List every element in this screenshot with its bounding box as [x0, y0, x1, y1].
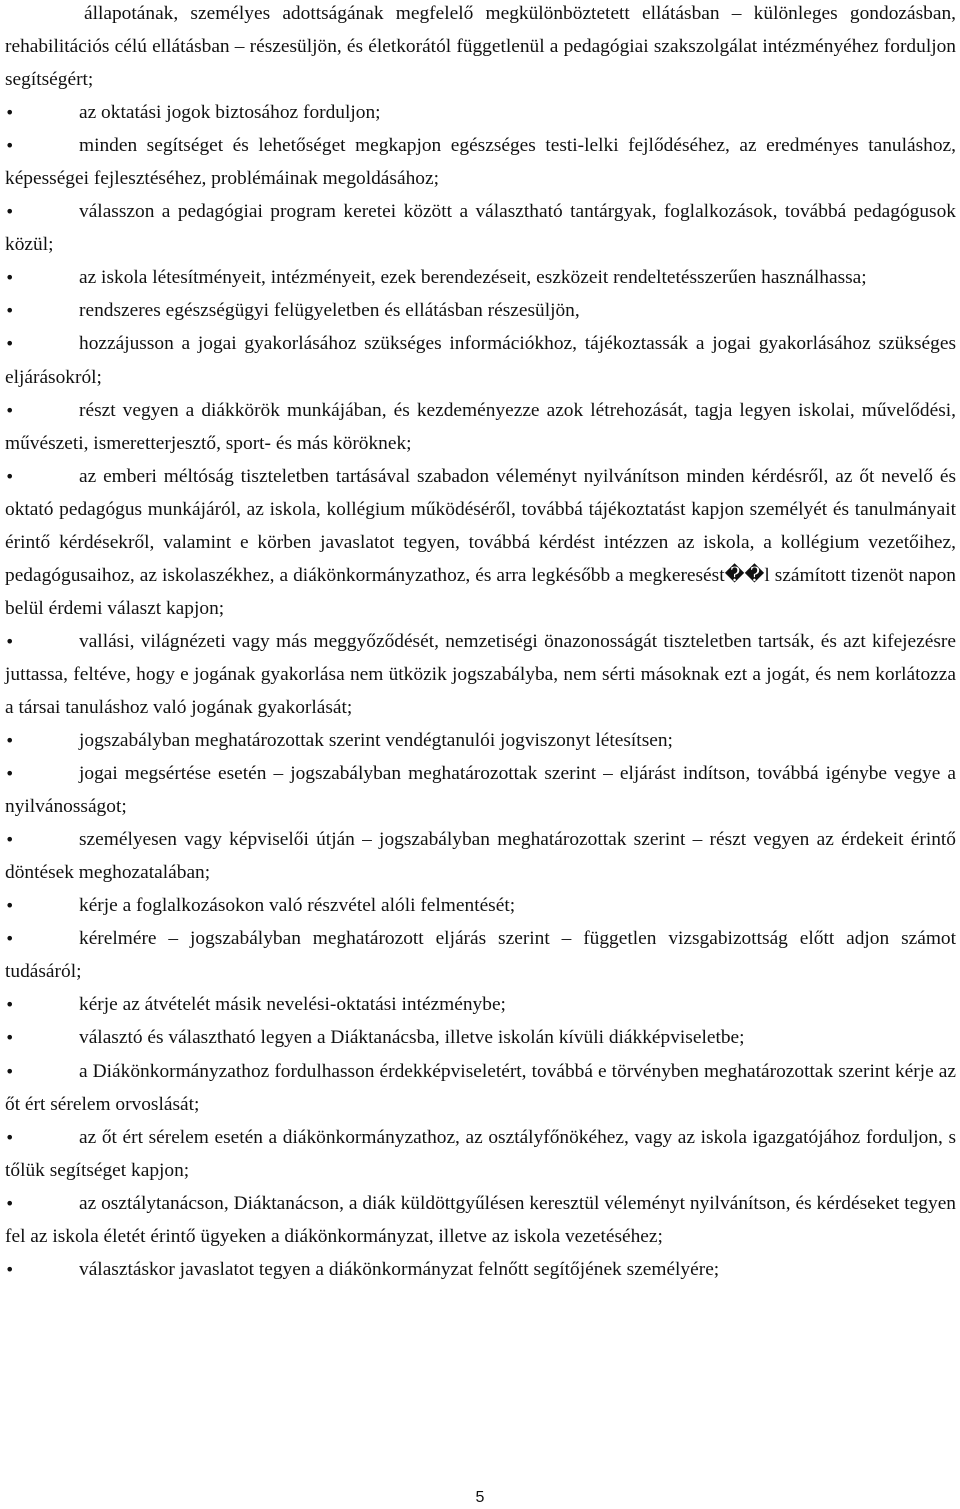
list-item: [5, 922, 956, 988]
bullet-icon: •: [5, 764, 15, 784]
list-item-text: az osztálytanácson, Diáktanácson, a diák küldöttgyűlésen keresztül véleményt nyilvánítson, és kérdéseket tegyen fel az iskola életét érintő ügyeken a diákönkormányzat, illetve az iskola vezetéséhez;: [5, 1192, 956, 1247]
bullet-icon: •: [5, 631, 15, 651]
list-item-text: válasszon a pedagógiai program keretei között a választható tantárgyak, foglalkozások, továbbá pedagógusok közül;: [5, 201, 956, 256]
bullet-icon: •: [5, 103, 15, 123]
list-item-text: kérelmére – jogszabályban meghatározott eljárás szerint – független vizsgabizottság előtt adjon számot tudásáról;: [5, 928, 956, 983]
list-item: [5, 889, 956, 922]
bullet-icon: •: [5, 1259, 15, 1279]
bullet-icon: •: [5, 466, 15, 486]
list-item-text: kérje a foglalkozásokon való részvétel alóli felmentését;: [79, 895, 516, 917]
document-page: [5, 0, 956, 1286]
list-item: [5, 757, 956, 823]
bullet-icon: •: [5, 1028, 15, 1048]
list-item: [5, 625, 956, 724]
list-item: [5, 724, 956, 757]
list-item-text: az iskola létesítményeit, intézményeit, ezek berendezéseit, eszközeit rendeltetésszerűen használhassa;: [79, 267, 867, 289]
list-item: [5, 1187, 956, 1253]
list-item-text: személyesen vagy képviselői útján – jogszabályban meghatározottak szerint – részt vegyen az érdekeit érintő döntések meghozatalában;: [5, 829, 956, 884]
list-item-text: választáskor javaslatot tegyen a diákönkormányzat felnőtt segítőjének személyére;: [79, 1258, 720, 1280]
list-item: [5, 195, 956, 261]
bullet-icon: •: [5, 830, 15, 850]
list-item: [5, 327, 956, 393]
list-item-text: kérje az átvételét másik nevelési-oktatási intézménybe;: [79, 994, 506, 1016]
bullet-icon: •: [5, 136, 15, 156]
list-item: [5, 1055, 956, 1121]
list-item: [5, 96, 956, 129]
list-item-text: hozzájusson a jogai gyakorlásához szükséges információkhoz, tájékoztassák a jogai gyakorlásához szükséges eljárásokról;: [5, 333, 956, 388]
bullet-icon: •: [5, 1193, 15, 1213]
bullet-icon: •: [5, 1127, 15, 1147]
list-item-text: részt vegyen a diákkörök munkájában, és kezdeményezze azok létrehozását, tagja legyen iskolai, művelődési, művészeti, ismeretterjesztő, sport- és más köröknek;: [5, 399, 956, 454]
list-item-text: az őt ért sérelem esetén a diákönkormányzathoz, az osztályfőnökéhez, vagy az iskola igazgatójához forduljon, s tőlük segítséget kapjon;: [5, 1126, 956, 1181]
bullet-icon: •: [5, 929, 15, 949]
list-item: [5, 129, 956, 195]
bullet-icon: •: [5, 202, 15, 222]
bullet-icon: •: [5, 995, 15, 1015]
list-item-text: jogai megsértése esetén – jogszabályban meghatározottak szerint – eljárást indítson, továbbá igénybe vegye a nyilvánosságot;: [5, 763, 956, 818]
intro-paragraph: állapotának, személyes adottságának megfelelő megkülönböztetett ellátásban – különleges gondozásban, rehabilitációs célú ellátásban – részesüljön, és életkorától függetlenül a pedagógiai szakszolgálat intézményéhez forduljon segítségért;: [5, 3, 956, 91]
list-item-text: jogszabályban meghatározottak szerint vendégtanulói jogviszonyt létesítsen;: [79, 730, 673, 752]
list-item-text: rendszeres egészségügyi felügyeletben és ellátásban részesüljön,: [79, 300, 580, 322]
list-item-text: választó és választható legyen a Diáktanácsba, illetve iskolán kívüli diákképviseletbe;: [79, 1027, 745, 1049]
rights-list: [5, 96, 956, 1286]
list-item: [5, 1253, 956, 1286]
bullet-icon: •: [5, 301, 15, 321]
list-item: [5, 394, 956, 460]
page-number: 5: [475, 1489, 485, 1506]
list-item: [5, 261, 956, 294]
list-item: [5, 294, 956, 327]
list-item-text: vallási, világnézeti vagy más meggyőződését, nemzetiségi önazonosságát tiszteletben tartsák, és azt kifejezésre juttassa, feltéve, hogy e jogának gyakorlása nem ütközik jogszabályba, nem sérti másoknak ezt a jogát, és nem korlátozza a társai tanuláshoz való jogának gyakorlását;: [5, 630, 956, 718]
list-item-text: az emberi méltóság tiszteletben tartásával szabadon véleményt nyilvánítson minden kérdésről, az őt nevelő és oktató pedagógus munkájáról, az iskola, kollégium működéséről, továbbá tájékoztatást kapjon személyét és tanulmányait érintő kérdésekről, valamint e körben javaslatot tegyen, továbbá kérdést intézzen az iskola, a kollégium vezetőihez, pedagógusaihoz, az iskolaszékhez, a diákönkormányzathoz, és arra legkésőbb a megkeresést��l számított tizenöt napon belül érdemi választ kapjon;: [5, 465, 956, 619]
list-item: [5, 988, 956, 1021]
bullet-icon: •: [5, 268, 15, 288]
list-item: [5, 823, 956, 889]
list-item: [5, 460, 956, 625]
bullet-icon: •: [5, 896, 15, 916]
bullet-icon: •: [5, 731, 15, 751]
list-item-text: minden segítséget és lehetőséget megkapjon egészséges testi-lelki fejlődéséhez, az eredményes tanuláshoz, képességei fejlesztéséhez, problémáinak megoldásához;: [5, 135, 956, 190]
bullet-icon: •: [5, 400, 15, 420]
list-item-text: az oktatási jogok biztosához forduljon;: [79, 102, 381, 124]
list-item-text: a Diákönkormányzathoz fordulhasson érdekképviseletért, továbbá e törvényben meghatározottak szerint kérje az őt ért sérelem orvoslását;: [5, 1060, 956, 1115]
bullet-icon: •: [5, 334, 15, 354]
list-item: [5, 1021, 956, 1054]
list-item: [5, 1121, 956, 1187]
bullet-icon: •: [5, 1061, 15, 1081]
